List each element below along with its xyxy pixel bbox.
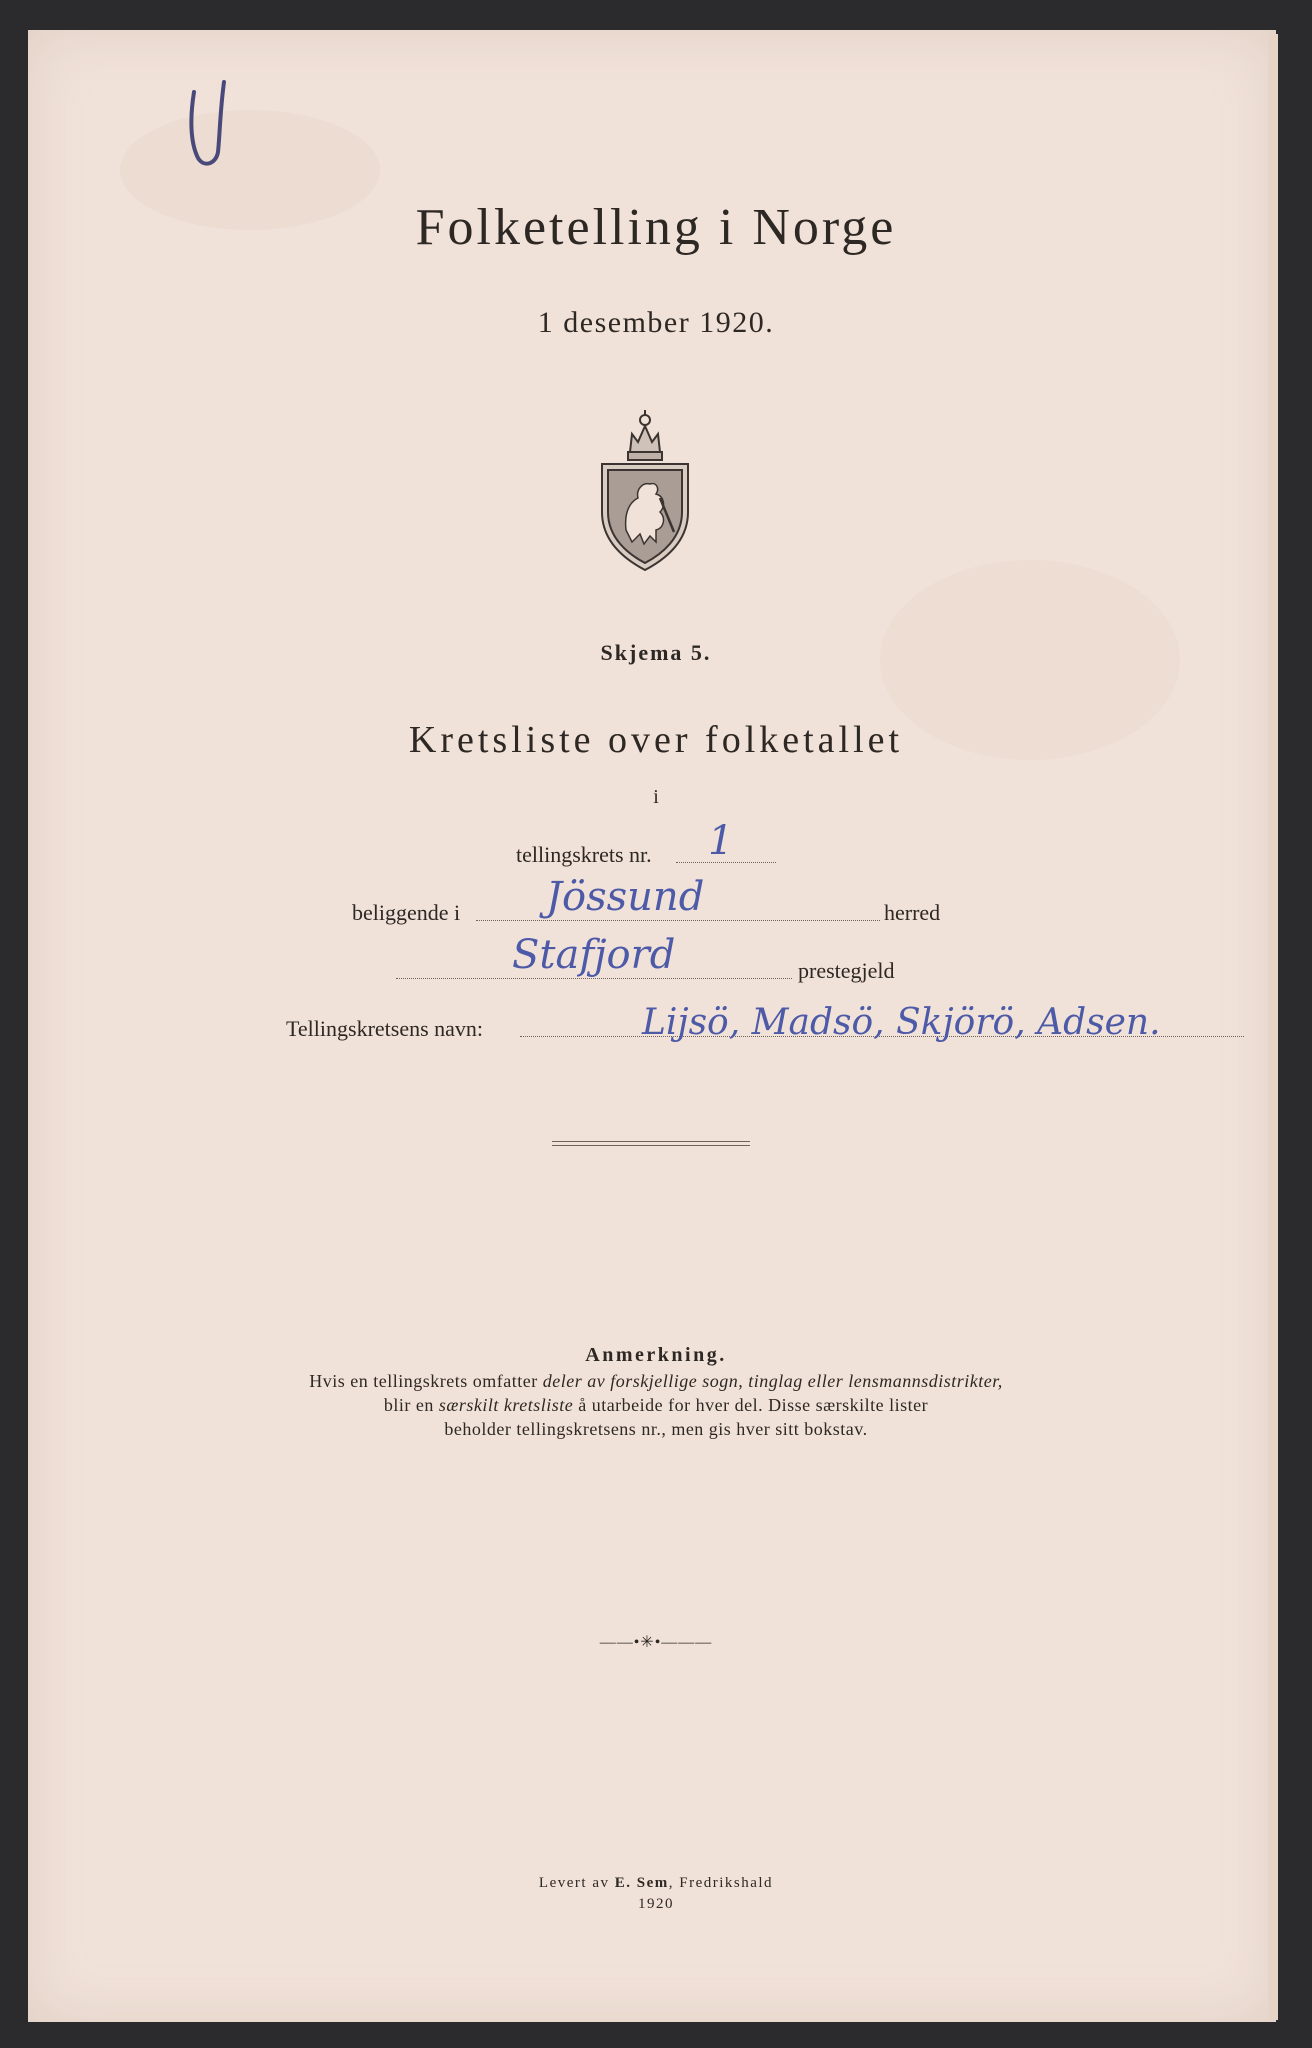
beliggende-label: beliggende i (352, 900, 461, 925)
note-heading: Anmerkning. (585, 1344, 727, 1366)
tellingskrets-label: tellingskrets nr. (516, 842, 652, 867)
coat-of-arms-icon (594, 402, 696, 574)
printer-year: 1920 (638, 1896, 674, 1912)
printer-name: E. Sem (614, 1875, 669, 1891)
kretsnavn-label: Tellingskretsens navn: (286, 1016, 484, 1041)
printer-credit (0, 1873, 1312, 1915)
prestegjeld-dotted-line (396, 978, 792, 979)
kretsnavn-value: Lijsö, Madsö, Skjörö, Adsen. (642, 1002, 1161, 1043)
note-line-1-italic: deler av forskjellige sogn, tinglag eller lensmannsdistrikter, (542, 1371, 1003, 1391)
preposition-i: i (653, 786, 659, 808)
divider-line (552, 1145, 750, 1146)
schema-number: Skjema 5. (600, 640, 712, 665)
prestegjeld-label: prestegjeld (798, 958, 895, 983)
printer-text: Levert av (538, 1875, 615, 1891)
herred-label: herred (884, 900, 941, 925)
herred-dotted-line (476, 920, 880, 921)
printer-location: , Fredrikshald (668, 1875, 774, 1891)
note-line-2-italic: særskilt kretsliste (438, 1395, 574, 1415)
prestegjeld-value: Stafjord (512, 932, 676, 978)
note-line-2-text: blir en (383, 1395, 439, 1415)
form-heading: Kretsliste over folketallet (408, 719, 904, 761)
herred-value: Jössund (546, 874, 705, 920)
note-line-2-text-end: å utarbeide for hver del. Disse særskilte lister (573, 1395, 929, 1415)
tellingskrets-value: 1 (708, 818, 734, 864)
note-line-1 (0, 1370, 1312, 1393)
ornament-divider: ——•✳•——— (599, 1634, 713, 1651)
note-line-2 (0, 1394, 1312, 1417)
paperclip-mark-icon (180, 72, 236, 172)
page-title: Folketelling i Norge (415, 199, 897, 256)
note-line-3: beholder tellingskretsens nr., men gis hver sitt bokstav. (444, 1419, 868, 1439)
divider-line (552, 1141, 750, 1142)
note-line-1-text: Hvis en tellingskrets omfatter (309, 1371, 543, 1391)
census-date: 1 desember 1920. (537, 306, 775, 339)
